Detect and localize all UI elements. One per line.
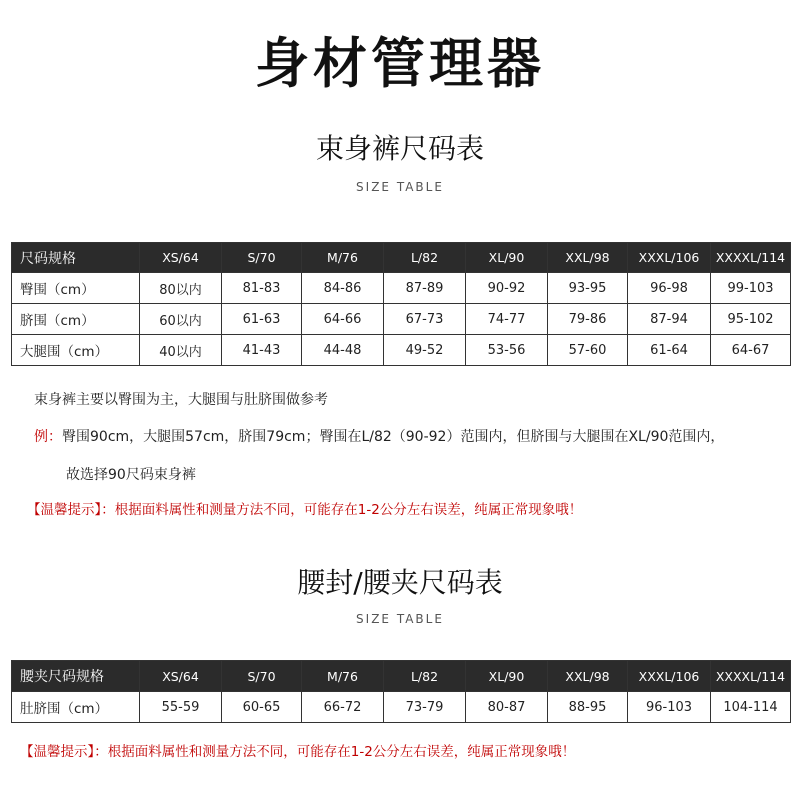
section-title-waist-trainer: 腰封/腰夹尺码表 — [297, 566, 503, 599]
table-cell: 41-43 — [222, 335, 302, 366]
table-cell: 60-65 — [222, 692, 302, 723]
sizing-example — [34, 427, 724, 447]
table-cell: 95-102 — [711, 304, 791, 335]
sizing-example-continued: 故选择90尺码束身裤 — [66, 467, 196, 483]
header-cell: XXXXL/114 — [711, 243, 791, 273]
table-cell: 64-67 — [711, 335, 791, 366]
table-cell: 99-103 — [711, 273, 791, 304]
table-cell: 40以内 — [140, 335, 222, 366]
table-cell: 44-48 — [302, 335, 384, 366]
header-cell: XXL/98 — [548, 243, 628, 273]
table-cell: 60以内 — [140, 304, 222, 335]
table-cell: 49-52 — [384, 335, 466, 366]
table-cell: 96-103 — [628, 692, 711, 723]
table-row — [12, 273, 791, 304]
section-subtitle-waist-trainer: SIZE TABLE — [356, 612, 444, 626]
table-cell: 74-77 — [466, 304, 548, 335]
example-prefix: 例： — [34, 429, 62, 445]
warning-note-waist-trainer: 【温馨提示】：根据面料属性和测量方法不同，可能存在1-2公分左右误差，纯属正常现象哦！ — [20, 744, 576, 760]
header-cell: M/76 — [302, 661, 384, 692]
table-cell: 55-59 — [140, 692, 222, 723]
shapewear-pants-size-table — [11, 242, 791, 366]
table-header-row — [12, 243, 791, 273]
page-title: 身材管理器 — [255, 31, 545, 95]
table-row — [12, 335, 791, 366]
table-cell: 64-66 — [302, 304, 384, 335]
header-cell: L/82 — [384, 243, 466, 273]
table-cell: 84-86 — [302, 273, 384, 304]
table-cell: 104-114 — [711, 692, 791, 723]
header-cell: XS/64 — [140, 243, 222, 273]
table-cell: 73-79 — [384, 692, 466, 723]
table-row — [12, 304, 791, 335]
table-cell: 96-98 — [628, 273, 711, 304]
table-cell: 66-72 — [302, 692, 384, 723]
header-cell: L/82 — [384, 661, 466, 692]
example-text: 臀围90cm，大腿围57cm，脐围79cm；臀围在L/82（90-92）范围内，但脐围与大腿围在XL/90范围内， — [62, 429, 725, 445]
header-cell: XXXL/106 — [628, 661, 711, 692]
table-cell: 80-87 — [466, 692, 548, 723]
header-cell: XXXXL/114 — [711, 661, 791, 692]
table-cell: 61-64 — [628, 335, 711, 366]
table-cell: 88-95 — [548, 692, 628, 723]
table-cell: 61-63 — [222, 304, 302, 335]
header-cell: M/76 — [302, 243, 384, 273]
table-header-row — [12, 661, 791, 692]
table-cell: 90-92 — [466, 273, 548, 304]
sizing-note: 束身裤主要以臀围为主，大腿围与肚脐围做参考 — [34, 392, 328, 408]
table-cell: 93-95 — [548, 273, 628, 304]
table-cell: 67-73 — [384, 304, 466, 335]
header-cell: 腰夹尺码规格 — [12, 661, 140, 692]
table-cell: 53-56 — [466, 335, 548, 366]
table-cell: 57-60 — [548, 335, 628, 366]
header-cell: S/70 — [222, 243, 302, 273]
table-cell: 79-86 — [548, 304, 628, 335]
waist-trainer-size-table — [11, 660, 791, 723]
table-cell: 87-94 — [628, 304, 711, 335]
row-label: 肚脐围（cm） — [12, 692, 140, 723]
table-cell: 87-89 — [384, 273, 466, 304]
table-row — [12, 692, 791, 723]
header-cell: XXL/98 — [548, 661, 628, 692]
header-cell: 尺码规格 — [12, 243, 140, 273]
table-cell: 81-83 — [222, 273, 302, 304]
header-cell: S/70 — [222, 661, 302, 692]
row-label: 脐围（cm） — [12, 304, 140, 335]
table-cell: 80以内 — [140, 273, 222, 304]
row-label: 大腿围（cm） — [12, 335, 140, 366]
header-cell: XS/64 — [140, 661, 222, 692]
header-cell: XXXL/106 — [628, 243, 711, 273]
section-subtitle-shapewear-pants: SIZE TABLE — [356, 180, 444, 194]
header-cell: XL/90 — [466, 661, 548, 692]
header-cell: XL/90 — [466, 243, 548, 273]
row-label: 臀围（cm） — [12, 273, 140, 304]
warning-note-shapewear-pants: 【温馨提示】：根据面料属性和测量方法不同，可能存在1-2公分左右误差，纯属正常现象哦！ — [27, 502, 583, 518]
section-title-shapewear-pants: 束身裤尺码表 — [315, 132, 484, 165]
